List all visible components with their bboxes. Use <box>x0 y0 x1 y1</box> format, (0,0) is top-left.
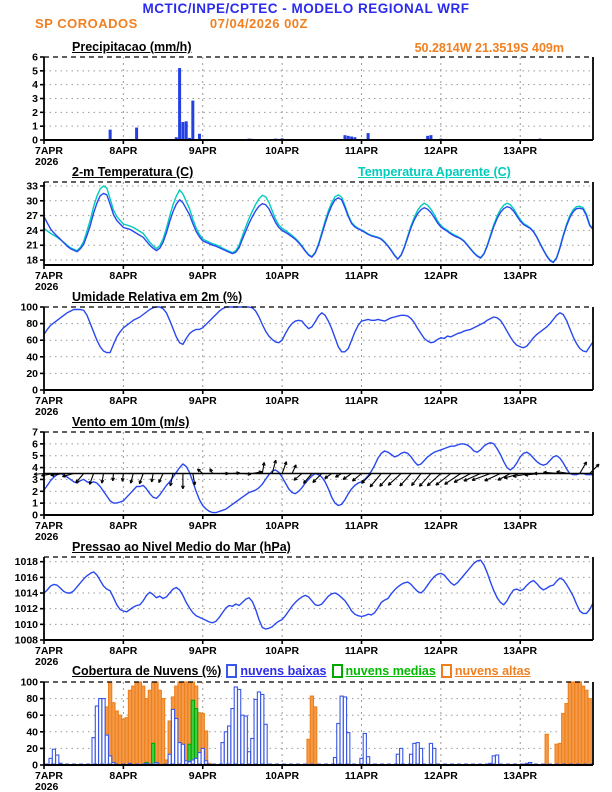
series-humidity-0 <box>44 307 593 353</box>
svg-text:11APR: 11APR <box>344 270 379 282</box>
svg-text:12APR: 12APR <box>423 145 458 157</box>
svg-text:0: 0 <box>32 759 38 772</box>
run-datetime: 07/04/2026 00Z <box>209 16 308 31</box>
svg-text:8APR: 8APR <box>109 395 138 407</box>
panel-clouds <box>20 677 593 792</box>
svg-text:11APR: 11APR <box>344 145 379 157</box>
svg-text:8APR: 8APR <box>109 270 138 282</box>
svg-text:8APR: 8APR <box>109 520 138 532</box>
svg-text:10APR: 10APR <box>265 520 300 532</box>
legend-apparent-temperature: Temperatura Aparente (C) <box>358 165 511 179</box>
panel-precipitation <box>32 52 593 169</box>
svg-text:9APR: 9APR <box>188 645 217 657</box>
svg-text:20: 20 <box>26 742 38 755</box>
svg-text:7APR: 7APR <box>35 145 64 157</box>
svg-text:11APR: 11APR <box>344 520 379 532</box>
svg-text:1014: 1014 <box>14 587 38 600</box>
svg-text:11APR: 11APR <box>344 645 379 657</box>
svg-text:12APR: 12APR <box>423 395 458 407</box>
svg-text:40: 40 <box>26 726 38 739</box>
svg-text:6: 6 <box>32 51 38 64</box>
panel-title-pressure: Pressao ao Nivel Medio do Mar (hPa) <box>72 540 291 554</box>
svg-text:13APR: 13APR <box>503 270 538 282</box>
svg-text:80: 80 <box>26 693 38 706</box>
svg-text:12APR: 12APR <box>423 645 458 657</box>
svg-text:9APR: 9APR <box>188 145 217 157</box>
panel-wind <box>32 427 599 544</box>
svg-text:7APR: 7APR <box>35 770 64 782</box>
svg-text:1008: 1008 <box>14 634 38 647</box>
svg-text:2026: 2026 <box>35 781 59 792</box>
svg-text:12APR: 12APR <box>423 270 458 282</box>
svg-text:2026: 2026 <box>35 531 59 543</box>
svg-text:2: 2 <box>32 485 38 498</box>
svg-text:1018: 1018 <box>14 556 38 569</box>
svg-text:1: 1 <box>32 497 38 510</box>
series-pressure-0 <box>44 560 593 629</box>
station-name: SP COROADOS <box>35 16 138 31</box>
legend-high-clouds-label: nuvens altas <box>454 664 531 678</box>
svg-text:2026: 2026 <box>35 156 59 168</box>
svg-text:13APR: 13APR <box>503 145 538 157</box>
svg-text:3: 3 <box>32 93 38 105</box>
svg-text:13APR: 13APR <box>503 395 538 407</box>
svg-text:2026: 2026 <box>35 406 59 418</box>
panel-title-temperature: 2-m Temperatura (C) <box>72 165 194 179</box>
svg-text:13APR: 13APR <box>503 770 538 782</box>
legend-mid-clouds-label: nuvens medias <box>345 664 436 678</box>
panel-pressure <box>15 556 593 668</box>
svg-text:1010: 1010 <box>14 618 38 631</box>
svg-text:60: 60 <box>26 334 38 347</box>
svg-text:8APR: 8APR <box>109 645 138 657</box>
svg-text:40: 40 <box>26 351 38 364</box>
svg-text:11APR: 11APR <box>344 395 379 407</box>
svg-text:27: 27 <box>26 210 38 223</box>
panel-title-precipitation: Precipitacao (mm/h) <box>72 40 192 54</box>
svg-text:13APR: 13APR <box>503 520 538 532</box>
svg-text:100: 100 <box>20 676 38 689</box>
svg-text:4: 4 <box>32 462 38 475</box>
svg-text:7APR: 7APR <box>35 395 64 407</box>
svg-text:0: 0 <box>32 384 38 397</box>
svg-text:1: 1 <box>32 120 38 133</box>
station-coordinates: 50.2814W 21.3519S 409m <box>414 41 564 55</box>
svg-text:10APR: 10APR <box>265 645 300 657</box>
svg-text:10APR: 10APR <box>265 145 300 157</box>
svg-text:33: 33 <box>26 180 38 193</box>
svg-text:2: 2 <box>32 106 38 119</box>
svg-text:13APR: 13APR <box>503 645 538 657</box>
svg-text:30: 30 <box>26 195 38 208</box>
svg-text:20: 20 <box>26 367 38 380</box>
svg-text:9APR: 9APR <box>188 520 217 532</box>
svg-text:4: 4 <box>32 79 38 92</box>
series-temperature-0 <box>44 193 593 262</box>
svg-text:100: 100 <box>20 301 38 314</box>
svg-text:8APR: 8APR <box>109 145 138 157</box>
series-temperature-1 <box>44 186 593 262</box>
panel-title-clouds: Cobertura de Nuvens (%) <box>72 664 222 678</box>
svg-text:9APR: 9APR <box>188 270 217 282</box>
svg-text:1016: 1016 <box>14 571 38 584</box>
panel-humidity <box>20 302 593 419</box>
svg-text:18: 18 <box>26 254 38 267</box>
svg-text:7APR: 7APR <box>35 520 64 532</box>
svg-text:0: 0 <box>32 134 38 147</box>
series-wind-0 <box>44 443 593 513</box>
svg-text:6: 6 <box>32 438 38 451</box>
svg-text:8APR: 8APR <box>109 770 138 782</box>
svg-text:60: 60 <box>26 709 38 722</box>
page-title: MCTIC/INPE/CPTEC - MODELO REGIONAL WRF <box>142 1 470 16</box>
svg-text:1012: 1012 <box>14 603 38 616</box>
legend-low-clouds-label: nuvens baixas <box>240 664 327 678</box>
svg-text:3: 3 <box>32 473 38 486</box>
svg-text:5: 5 <box>32 65 38 78</box>
svg-text:80: 80 <box>26 318 38 331</box>
svg-text:7APR: 7APR <box>35 270 64 282</box>
svg-text:0: 0 <box>32 509 38 522</box>
svg-text:11APR: 11APR <box>344 770 379 782</box>
svg-text:21: 21 <box>26 239 38 252</box>
svg-text:12APR: 12APR <box>423 520 458 532</box>
panel-title-wind: Vento em 10m (m/s) <box>72 415 190 429</box>
svg-text:10APR: 10APR <box>265 395 300 407</box>
svg-text:5: 5 <box>32 450 38 463</box>
panel-temperature <box>26 180 593 293</box>
svg-text:10APR: 10APR <box>265 270 300 282</box>
svg-text:2026: 2026 <box>35 656 59 668</box>
panel-title-humidity: Umidade Relativa em 2m (%) <box>72 290 243 304</box>
svg-text:24: 24 <box>26 224 38 237</box>
svg-text:7: 7 <box>32 426 38 439</box>
svg-text:9APR: 9APR <box>188 770 217 782</box>
svg-text:12APR: 12APR <box>423 770 458 782</box>
svg-text:7APR: 7APR <box>35 645 64 657</box>
svg-text:10APR: 10APR <box>265 770 300 782</box>
svg-text:2026: 2026 <box>35 281 59 293</box>
svg-text:9APR: 9APR <box>188 395 217 407</box>
